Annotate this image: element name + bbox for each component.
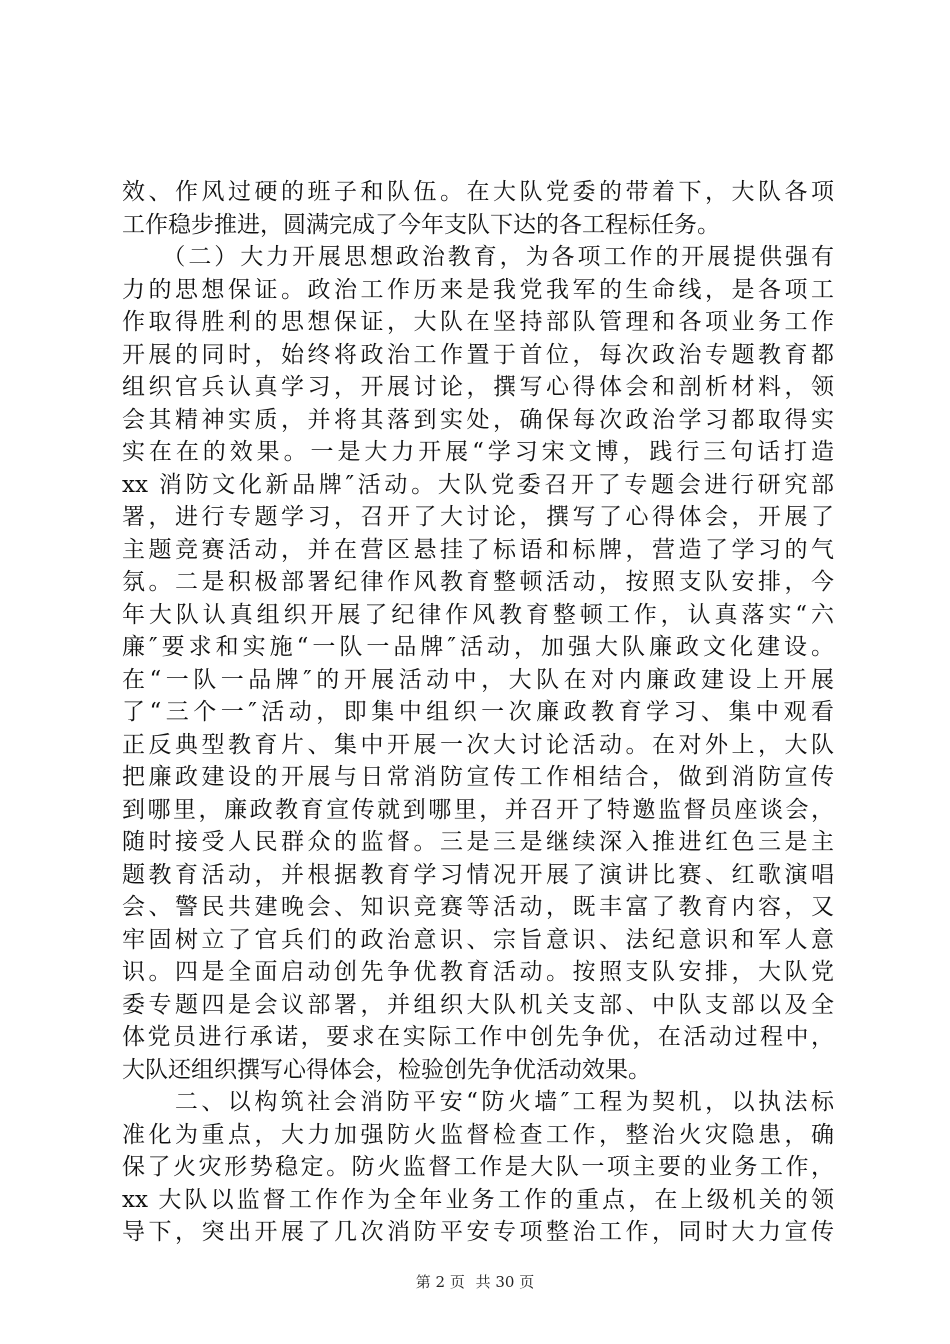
text-line: 会其精神实质，并将其落到实处，确保每次政治学习都取得实 [122, 406, 834, 433]
text-line: 题教育活动，并根据教育学习情况开展了演讲比赛、红歌演唱 [122, 861, 834, 888]
text-line: 牢固树立了官兵们的政治意识、宗旨意识、法纪意识和军人意 [122, 926, 834, 953]
text-line: 实在在的效果。一是大力开展“学习宋文博，践行三句话打造 [122, 439, 834, 465]
text-line: 主题竞赛活动，并在营区悬挂了标语和标牌，营造了学习的气 [122, 536, 834, 563]
text-line: 工作稳步推进，圆满完成了今年支队下达的各工程标任务。 [122, 211, 720, 238]
text-line: 二、以构筑社会消防平安“防火墙″工程为契机，以执法标 [122, 1089, 834, 1115]
text-line: 体党员进行承诺，要求在实际工作中创先争优，在活动过程中， [122, 1024, 834, 1050]
text-line: 把廉政建设的开展与日常消防宣传工作相结合，做到消防宣传 [122, 764, 834, 790]
text-line: 力的思想保证。政治工作历来是我党我军的生命线，是各项工 [122, 276, 834, 303]
text-line: 署，进行专题学习，召开了大讨论，撰写了心得体会，开展了 [122, 504, 834, 530]
text-line: 到哪里，廉政教育宣传就到哪里，并召开了特邀监督员座谈会， [122, 796, 834, 823]
text-line: 作取得胜利的思想保证，大队在坚持部队管理和各项业务工作 [122, 309, 834, 335]
text-line: xx 大队以监督工作作为全年业务工作的重点，在上级机关的领 [122, 1186, 834, 1213]
text-line: （二）大力开展思想政治教育，为各项工作的开展提供强有 [122, 244, 834, 270]
page-number: 第 2 页 [415, 1273, 465, 1291]
text-line: 组织官兵认真学习，开展讨论，撰写心得体会和剖析材料，领 [122, 374, 834, 400]
text-line: 效、作风过硬的班子和队伍。在大队党委的带着下，大队各项 [122, 179, 834, 205]
text-line: xx 消防文化新品牌″活动。大队党委召开了专题会进行研究部 [122, 471, 834, 498]
page-footer [0, 1271, 950, 1292]
text-line: 委专题四是会议部署，并组织大队机关支部、中队支部以及全 [122, 991, 834, 1018]
text-line: 年大队认真组织开展了纪律作风教育整顿工作，认真落实“六 [122, 601, 834, 628]
text-line: 识。四是全面启动创先争优教育活动。按照支队安排，大队党 [122, 959, 834, 985]
text-line: 正反典型教育片、集中开展一次大讨论活动。在对外上，大队 [122, 731, 834, 758]
text-line: 导下，突出开展了几次消防平安专项整治工作，同时大力宣传 [122, 1219, 834, 1245]
text-line: 保了火灾形势稳定。防火监督工作是大队一项主要的业务工作， [122, 1154, 834, 1180]
document-body [122, 176, 834, 1249]
text-line: 氛。二是积极部署纪律作风教育整顿活动，按照支队安排，今 [122, 569, 834, 595]
text-line: 廉″要求和实施“一队一品牌″活动，加强大队廉政文化建设。 [122, 634, 834, 660]
text-line: 在“一队一品牌″的开展活动中，大队在对内廉政建设上开展 [122, 666, 834, 693]
text-line: 会、警民共建晚会、知识竞赛等活动，既丰富了教育内容，又 [122, 894, 834, 920]
text-line: 准化为重点，大力加强防火监督检查工作，整治火灾隐患，确 [122, 1121, 834, 1148]
page-total: 共 30 页 [475, 1273, 535, 1291]
text-line: 大队还组织撰写心得体会，检验创先争优活动效果。 [122, 1056, 651, 1083]
text-line: 随时接受人民群众的监督。三是三是继续深入推进红色三是主 [122, 829, 834, 855]
text-line: 了“三个一″活动，即集中组织一次廉政教育学习、集中观看 [122, 699, 834, 725]
text-line: 开展的同时，始终将政治工作置于首位，每次政治专题教育都 [122, 341, 834, 368]
